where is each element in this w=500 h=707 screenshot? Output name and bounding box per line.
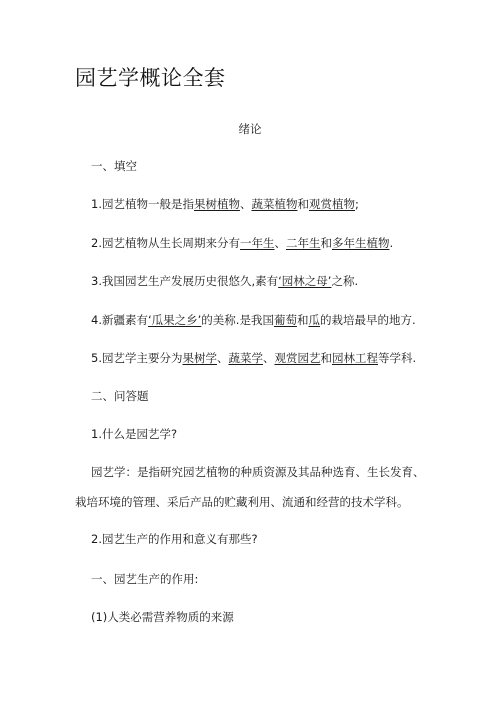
qa-answer-2-item-1: (1)人类必需营养物质的来源 xyxy=(91,610,234,624)
answer-blank: 果树植物 xyxy=(193,197,240,211)
question-4: 4.新疆素有‘瓜果之乡’的美称.是我国葡萄和瓜的栽培最早的地方. xyxy=(91,313,416,327)
answer-blank: 蔬菜植物 xyxy=(251,197,298,211)
question-5: 5.园艺学主要分为果树学、蔬菜学、观赏园艺和园林工程等学科. xyxy=(91,351,417,365)
answer-blank: 一年生 xyxy=(239,236,275,250)
qa-question-2: 2.园艺生产的作用和意义有那些? xyxy=(91,532,258,546)
answer-blank: 多年生植物 xyxy=(331,236,390,250)
section-heading-qa: 二、问答题 xyxy=(91,389,149,403)
qa-answer-1-line-2: 栽培环境的管理、采后产品的贮藏利用、流通和经营的技术学科。 xyxy=(75,495,409,509)
answer-blank: 二年生 xyxy=(285,236,321,250)
section-heading-fill-blank: 一、填空 xyxy=(91,159,137,173)
answer-blank: 蔬菜学 xyxy=(228,351,263,365)
answer-blank: 园林工程 xyxy=(331,351,378,365)
answer-blank: 果树学 xyxy=(182,351,217,365)
question-3: 3.我国园艺生产发展历史很悠久,素有‘园林之母’之称. xyxy=(91,274,359,288)
chapter-heading: 绪论 xyxy=(238,122,262,136)
qa-question-1: 1.什么是园艺学? xyxy=(91,427,178,441)
answer-blank: 观赏园艺 xyxy=(274,351,321,365)
answer-blank: 观赏植物 xyxy=(308,197,355,211)
qa-answer-1-line-1: 园艺学：是指研究园艺植物的种质资源及其品种选育、生长发育、 xyxy=(91,465,425,479)
document-title: 园艺学概论全套 xyxy=(75,66,226,90)
qa-answer-2-subheading: 一、园艺生产的作用: xyxy=(91,572,199,586)
answer-blank: ‘瓜果之乡’ xyxy=(147,313,202,327)
question-2: 2.园艺植物从生长周期来分有一年生、二年生和多年生植物. xyxy=(91,236,394,250)
answer-blank: 瓜 xyxy=(308,313,320,327)
question-1: 1.园艺植物一般是指果树植物、蔬菜植物和观赏植物; xyxy=(91,197,359,211)
answer-blank: 葡萄 xyxy=(273,313,297,327)
answer-blank: ‘园林之母’ xyxy=(278,274,332,288)
